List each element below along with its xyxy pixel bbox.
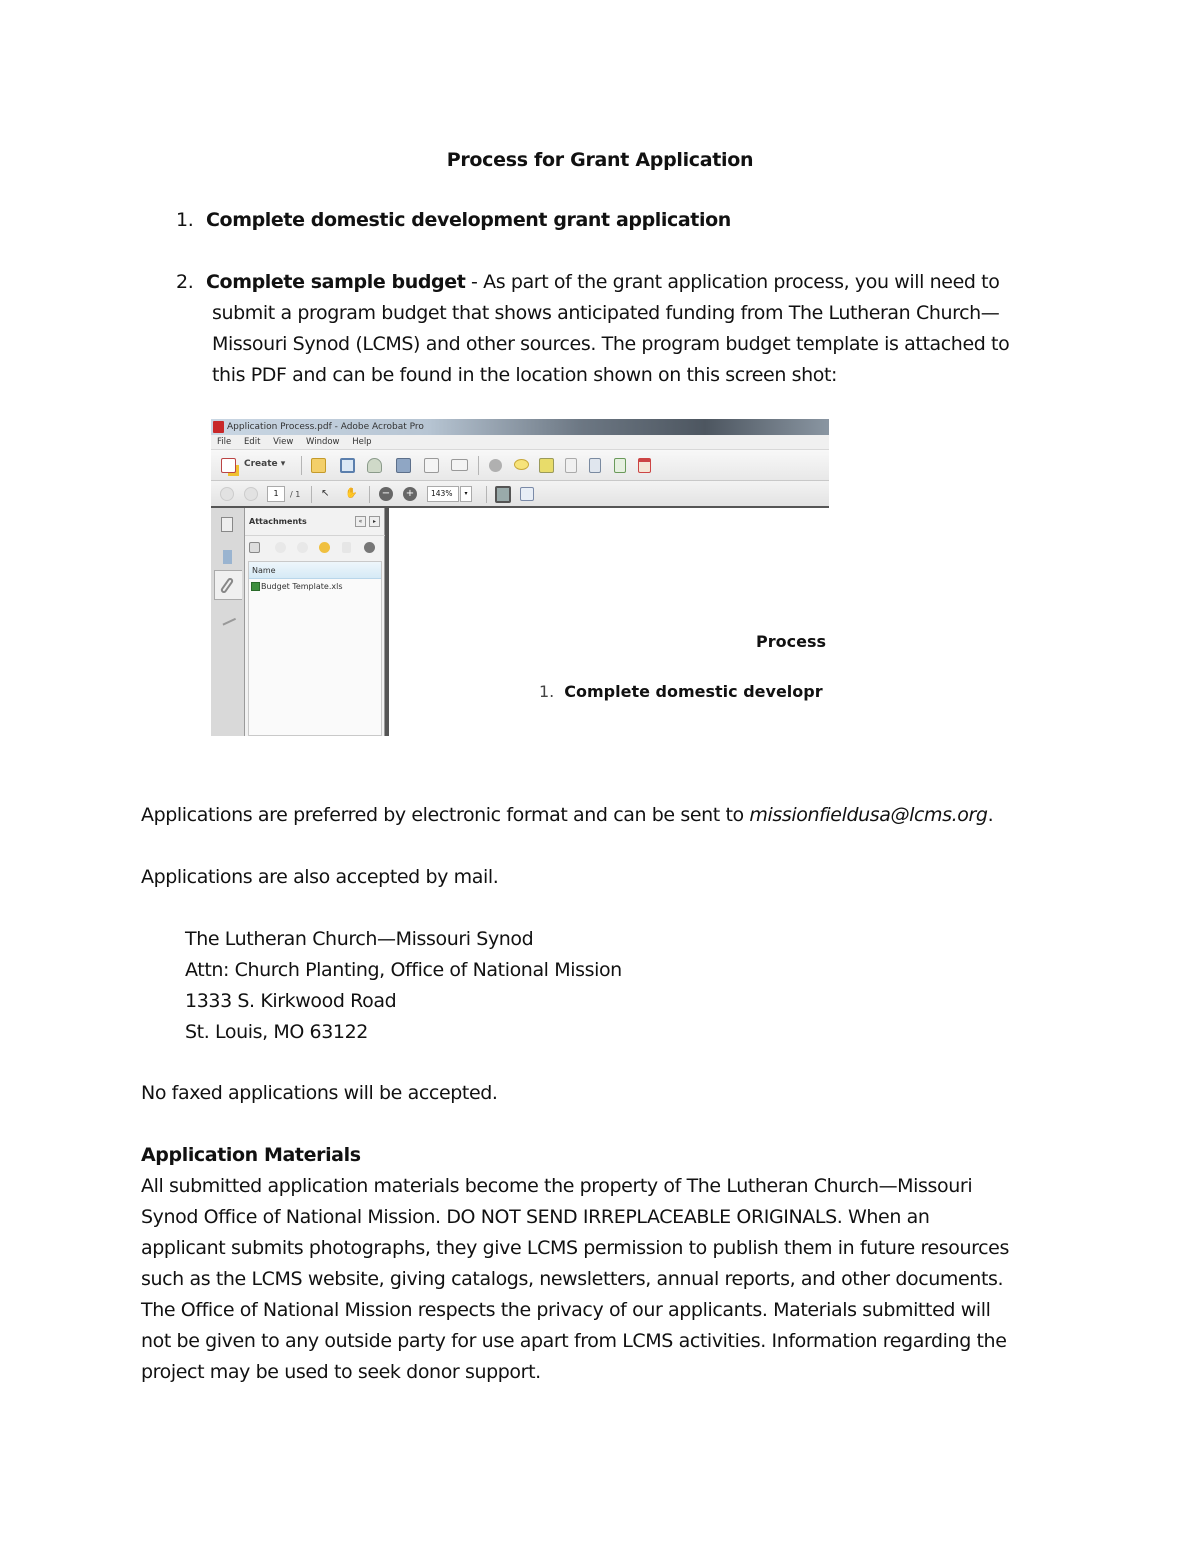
step-2 [176, 267, 999, 298]
open-icon[interactable] [311, 458, 326, 473]
full-screen-icon[interactable] [520, 487, 534, 501]
step-text-line: As part of the grant application process, you will need to [483, 271, 1000, 293]
attachments-tab-icon[interactable] [214, 570, 242, 600]
expand-panel-button[interactable]: ▸ [369, 516, 380, 527]
document-export-icon[interactable] [614, 458, 626, 473]
column-header-name[interactable]: Name [249, 562, 381, 579]
acrobat-screenshot [211, 419, 829, 736]
zoom-dropdown[interactable]: ▾ [460, 486, 472, 502]
menu-edit[interactable]: Edit [243, 437, 261, 447]
delete-icon[interactable] [342, 542, 351, 553]
materials-heading: Application Materials [141, 1144, 361, 1166]
navigation-pane [211, 508, 245, 736]
options-menu-icon[interactable] [249, 542, 260, 553]
open-attachment-icon[interactable] [275, 542, 286, 553]
save-icon[interactable] [340, 458, 355, 473]
step-number: 1. [176, 209, 194, 231]
attachment-row[interactable] [249, 579, 381, 595]
document-title: Process for Grant Application [446, 149, 754, 171]
menu-file[interactable]: File [217, 437, 232, 447]
document-sign-icon[interactable] [638, 458, 651, 473]
document-view [385, 508, 829, 736]
toolbar-divider [486, 486, 487, 503]
preview-heading: Process [756, 632, 826, 651]
preview-item-text: Complete domestic developr [564, 682, 823, 701]
window-title: Application Process.pdf - Adobe Acrobat Pro [227, 422, 424, 432]
attachments-title: Attachments [249, 517, 307, 526]
zoom-in-icon[interactable]: + [403, 487, 417, 501]
page-number-input[interactable]: 1 [267, 486, 285, 502]
hand-tool-icon[interactable]: ✋ [345, 488, 358, 499]
attachments-toolbar [245, 535, 385, 561]
materials-line: Synod Office of National Mission. DO NOT SEND IRREPLACEABLE ORIGINALS. When an [141, 1206, 930, 1228]
materials-line: not be given to any outside party for use apart from LCMS activities. Information regarding the [141, 1330, 1007, 1352]
electronic-suffix: . [987, 804, 994, 826]
navigation-toolbar [211, 481, 829, 508]
add-attachment-icon[interactable] [319, 542, 330, 553]
collapse-panel-button[interactable]: « [355, 516, 366, 527]
step-text-line: Missouri Synod (LCMS) and other sources. The program budget template is attached to [212, 333, 1010, 355]
address-line: Attn: Church Planting, Office of National Mission [185, 959, 622, 981]
email-icon[interactable] [451, 459, 468, 471]
toolbar-divider [478, 456, 479, 475]
step-separator: - [465, 271, 484, 293]
signatures-icon[interactable] [214, 606, 242, 636]
step-heading: Complete domestic development grant application [206, 209, 731, 231]
menu-view[interactable]: View [273, 437, 294, 447]
main-toolbar [211, 450, 829, 481]
sticky-note-icon[interactable] [539, 458, 554, 473]
step-heading: Complete sample budget [206, 271, 466, 293]
excel-file-icon [251, 582, 260, 591]
print-icon[interactable] [396, 458, 411, 473]
fax-note: No faxed applications will be accepted. [141, 1082, 498, 1104]
toolbar-divider [311, 486, 312, 503]
materials-line: project may be used to seek donor support. [141, 1361, 541, 1383]
step-text-line: submit a program budget that shows anticipated funding from The Lutheran Church— [212, 302, 1000, 324]
fit-page-icon[interactable] [495, 486, 511, 503]
select-cursor-icon[interactable]: ↖ [321, 488, 330, 499]
pdf-app-icon [213, 421, 224, 433]
create-icon[interactable] [221, 458, 236, 473]
save-attachment-icon[interactable] [297, 542, 308, 553]
email-link[interactable]: missionfieldusa@lcms.org [749, 804, 988, 826]
create-button[interactable]: Create ▾ [244, 459, 286, 469]
comment-icon[interactable] [514, 459, 529, 470]
gear-icon[interactable] [489, 459, 502, 472]
electronic-prefix: Applications are preferred by electronic format and can be sent to [141, 804, 750, 826]
search-attachment-icon[interactable] [364, 542, 375, 553]
mail-note: Applications are also accepted by mail. [141, 866, 499, 888]
document-icon[interactable] [565, 458, 577, 473]
address-line: 1333 S. Kirkwood Road [185, 990, 397, 1012]
menu-help[interactable]: Help [352, 437, 372, 447]
window-title-bar [211, 419, 829, 435]
attachment-filename: Budget Template.xls [261, 582, 343, 591]
address-line: The Lutheran Church—Missouri Synod [185, 928, 534, 950]
toolbar-divider [301, 456, 302, 475]
edit-icon[interactable] [424, 458, 439, 473]
cloud-upload-icon[interactable] [367, 458, 382, 473]
materials-line: applicant submits photographs, they give LCMS permission to publish them in future resources [141, 1237, 1009, 1259]
attachments-panel [245, 508, 385, 736]
zoom-out-icon[interactable]: − [379, 487, 393, 501]
address-line: St. Louis, MO 63122 [185, 1021, 368, 1043]
materials-line: The Office of National Mission respects the privacy of our applicants. Materials submitted will [141, 1299, 991, 1321]
preview-list-item [539, 682, 823, 701]
preview-item-number: 1. [539, 682, 555, 701]
document-lock-icon[interactable] [589, 458, 601, 473]
materials-line: such as the LCMS website, giving catalogs, newsletters, annual reports, and other documents. [141, 1268, 1004, 1290]
step-number: 2. [176, 271, 194, 293]
electronic-submission-text [141, 800, 993, 831]
step-1 [176, 205, 731, 236]
toolbar-divider [369, 486, 370, 503]
step-text-line: this PDF and can be found in the location shown on this screen shot: [212, 364, 838, 386]
menu-window[interactable]: Window [305, 437, 340, 447]
attachments-list [248, 561, 382, 736]
pages-icon[interactable] [214, 512, 242, 542]
previous-page-icon[interactable] [220, 487, 234, 501]
zoom-level-input[interactable]: 143% [427, 486, 459, 502]
page-total: / 1 [290, 490, 301, 499]
next-page-icon[interactable] [244, 487, 258, 501]
menu-bar [211, 435, 829, 450]
materials-line: All submitted application materials become the property of The Lutheran Church—Missouri [141, 1175, 973, 1197]
